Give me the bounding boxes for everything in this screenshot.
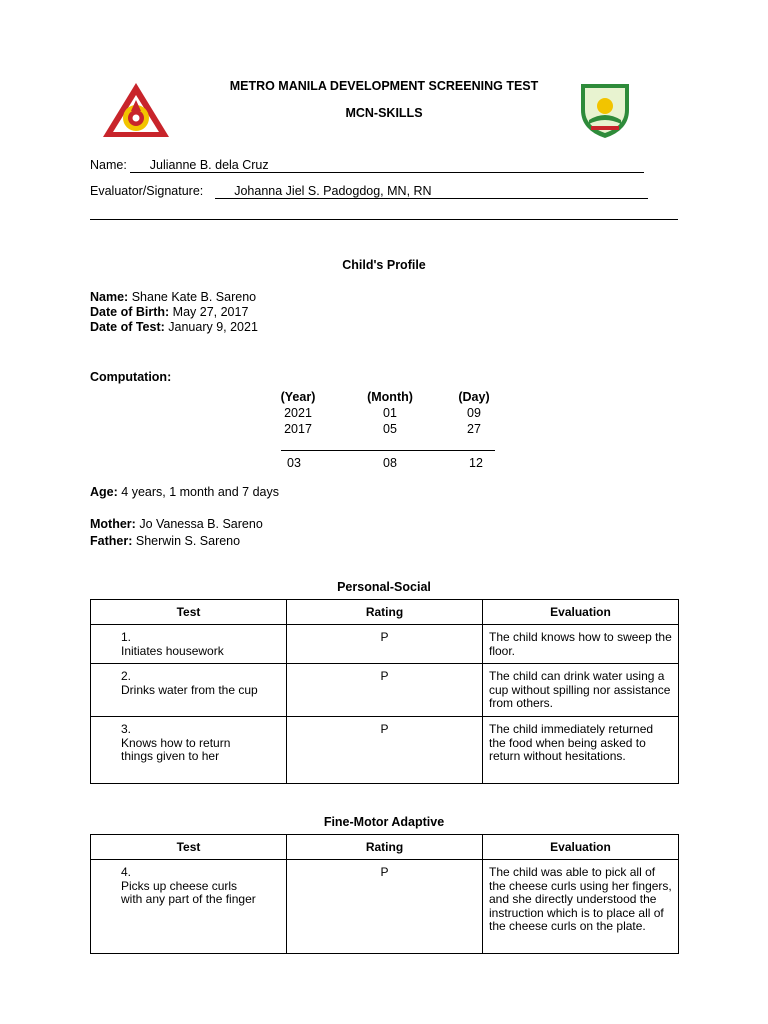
child-name-row <box>90 290 256 304</box>
evaluation-cell: The child knows how to sweep the floor. <box>483 625 679 664</box>
evaluation-cell: The child can drink water using a cup without spilling nor assistance from others. <box>483 664 679 717</box>
test-day: 09 <box>467 406 481 420</box>
name-value: Julianne B. dela Cruz <box>149 158 269 172</box>
age-label: Age: <box>90 485 118 499</box>
evaluation-cell: The child immediately returned the food when being asked to return without hesitations. <box>483 717 679 784</box>
result-day: 12 <box>469 456 483 470</box>
birth-year: 2017 <box>284 422 312 436</box>
computation-label: Computation: <box>90 370 172 384</box>
rating-cell: P <box>287 860 483 954</box>
column-header-evaluation: Evaluation <box>483 600 679 625</box>
mother-value: Jo Vanessa B. Sareno <box>139 517 263 531</box>
rating-cell: P <box>287 625 483 664</box>
column-header-rating: Rating <box>287 835 483 860</box>
personal-social-table <box>90 599 679 784</box>
test-date-row <box>90 320 258 334</box>
mmda-logo <box>100 80 172 140</box>
test-cell: 4.Picks up cheese curls with any part of the finger <box>91 860 287 954</box>
evaluation-cell: The child was able to pick all of the cheese curls using her fingers, and she directly understood the instruction which is to place all of the cheese curls on the plate. <box>483 860 679 954</box>
month-header: (Month) <box>367 390 413 404</box>
test-year: 2021 <box>284 406 312 420</box>
evaluator-label: Evaluator/Signature: <box>90 184 204 198</box>
table-row <box>91 860 679 954</box>
child-name-label: Name: <box>90 290 129 304</box>
month-column <box>360 389 420 437</box>
mother-label: Mother: <box>90 517 136 531</box>
rating-cell: P <box>287 717 483 784</box>
child-name-value: Shane Kate B. Sareno <box>131 290 257 304</box>
college-crest-logo <box>575 80 635 140</box>
result-year: 03 <box>287 456 301 470</box>
test-cell: 2.Drinks water from the cup <box>91 664 287 717</box>
mother-row <box>90 517 263 531</box>
profile-heading: Child's Profile <box>342 258 426 272</box>
test-date-label: Date of Test: <box>90 320 165 334</box>
header-divider <box>90 219 678 220</box>
dob-row <box>90 305 248 319</box>
personal-social-heading: Personal-Social <box>337 580 431 594</box>
table-row <box>91 717 679 784</box>
father-value: Sherwin S. Sareno <box>135 534 241 548</box>
table-row <box>91 625 679 664</box>
column-header-rating: Rating <box>287 600 483 625</box>
computation-divider <box>281 450 495 451</box>
evaluator-row <box>90 184 432 198</box>
column-header-evaluation: Evaluation <box>483 835 679 860</box>
table-header-row <box>91 600 679 625</box>
day-column <box>444 389 504 437</box>
father-label: Father: <box>90 534 133 548</box>
rating-cell: P <box>287 664 483 717</box>
document-subtitle: MCN-SKILLS <box>345 106 423 120</box>
dob-value: May 27, 2017 <box>172 305 249 319</box>
evaluator-underline <box>215 198 648 199</box>
result-month: 08 <box>383 456 397 470</box>
age-row <box>90 485 279 499</box>
day-header: (Day) <box>458 390 490 404</box>
age-value: 4 years, 1 month and 7 days <box>121 485 279 499</box>
birth-month: 05 <box>383 422 397 436</box>
birth-day: 27 <box>467 422 481 436</box>
dob-label: Date of Birth: <box>90 305 170 319</box>
father-row <box>90 534 240 548</box>
table-row <box>91 664 679 717</box>
column-header-test: Test <box>91 835 287 860</box>
table-header-row <box>91 835 679 860</box>
document-title: METRO MANILA DEVELOPMENT SCREENING TEST <box>229 79 539 93</box>
test-cell: 1.Initiates housework <box>91 625 287 664</box>
evaluator-value: Johanna Jiel S. Padogdog, MN, RN <box>234 184 432 198</box>
year-header: (Year) <box>280 390 316 404</box>
year-column <box>268 389 328 437</box>
column-header-test: Test <box>91 600 287 625</box>
name-row <box>90 158 269 172</box>
test-cell: 3.Knows how to return things given to her <box>91 717 287 784</box>
test-month: 01 <box>383 406 397 420</box>
test-date-value: January 9, 2021 <box>168 320 258 334</box>
name-underline <box>130 172 644 173</box>
fine-motor-table <box>90 834 679 954</box>
name-label: Name: <box>90 158 127 172</box>
fine-motor-heading: Fine-Motor Adaptive <box>323 815 445 829</box>
